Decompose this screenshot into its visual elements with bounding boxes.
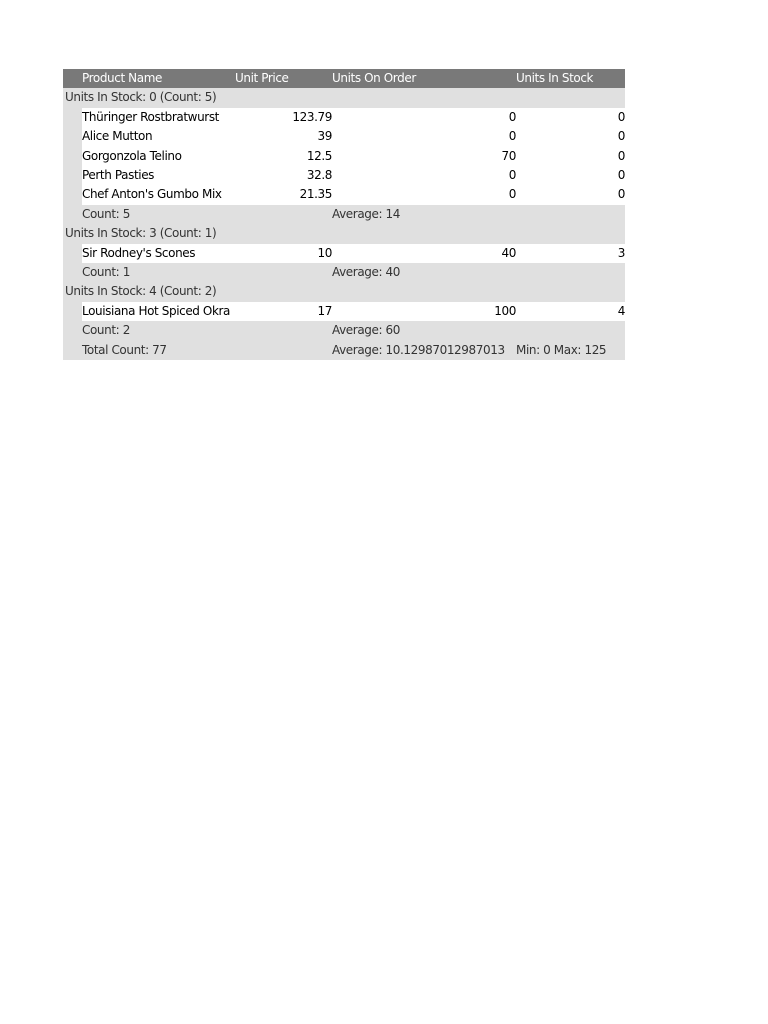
group-count-label: Count: 1 xyxy=(82,263,332,282)
product-name-cell: Thüringer Rostbratwurst xyxy=(82,108,235,127)
unit-price-cell: 17 xyxy=(235,302,332,321)
units-in-stock-cell: 0 xyxy=(516,127,625,146)
total-min-max-label: Min: 0 Max: 125 xyxy=(516,341,625,360)
group-footer-row xyxy=(63,205,625,224)
table-row xyxy=(63,147,625,166)
units-on-order-cell: 70 xyxy=(332,147,516,166)
column-header-units-in-stock: Units In Stock xyxy=(516,69,625,88)
unit-price-cell: 10 xyxy=(235,244,332,263)
table-row xyxy=(63,108,625,127)
column-header-unit-price: Unit Price xyxy=(235,69,332,88)
row-indent-cell xyxy=(63,108,82,127)
product-name-cell: Gorgonzola Telino xyxy=(82,147,235,166)
footer-indent-cell xyxy=(63,205,82,224)
units-on-order-cell: 0 xyxy=(332,166,516,185)
units-on-order-cell: 0 xyxy=(332,108,516,127)
units-in-stock-cell: 0 xyxy=(516,185,625,204)
group-count-label: Count: 5 xyxy=(82,205,332,224)
group-footer-row xyxy=(63,321,625,340)
product-name-cell: Louisiana Hot Spiced Okra xyxy=(82,302,235,321)
unit-price-cell: 12.5 xyxy=(235,147,332,166)
row-indent-cell xyxy=(63,302,82,321)
unit-price-cell: 39 xyxy=(235,127,332,146)
group-average-label: Average: 40 xyxy=(332,263,625,282)
units-in-stock-cell: 0 xyxy=(516,108,625,127)
units-on-order-cell: 40 xyxy=(332,244,516,263)
group-header-row xyxy=(63,282,625,301)
table-row xyxy=(63,166,625,185)
products-report-table xyxy=(63,69,625,360)
unit-price-cell: 21.35 xyxy=(235,185,332,204)
footer-indent-cell xyxy=(63,321,82,340)
table-row xyxy=(63,244,625,263)
header-indent-cell xyxy=(63,69,82,88)
column-header-units-on-order: Units On Order xyxy=(332,69,516,88)
table-row xyxy=(63,302,625,321)
group-footer-row xyxy=(63,263,625,282)
group-header-label: Units In Stock: 0 (Count: 5) xyxy=(63,88,625,107)
group-average-label: Average: 14 xyxy=(332,205,625,224)
row-indent-cell xyxy=(63,244,82,263)
units-in-stock-cell: 4 xyxy=(516,302,625,321)
table-row xyxy=(63,185,625,204)
units-on-order-cell: 0 xyxy=(332,185,516,204)
row-indent-cell xyxy=(63,166,82,185)
table-row xyxy=(63,127,625,146)
footer-indent-cell xyxy=(63,263,82,282)
units-in-stock-cell: 0 xyxy=(516,147,625,166)
total-average-label: Average: 10.12987012987013 xyxy=(332,341,516,360)
product-name-cell: Sir Rodney's Scones xyxy=(82,244,235,263)
unit-price-cell: 32.8 xyxy=(235,166,332,185)
group-header-row xyxy=(63,88,625,107)
units-on-order-cell: 100 xyxy=(332,302,516,321)
row-indent-cell xyxy=(63,127,82,146)
report-total-row xyxy=(63,341,625,360)
row-indent-cell xyxy=(63,147,82,166)
group-header-label: Units In Stock: 4 (Count: 2) xyxy=(63,282,625,301)
report-header-row xyxy=(63,69,625,88)
units-on-order-cell: 0 xyxy=(332,127,516,146)
unit-price-cell: 123.79 xyxy=(235,108,332,127)
units-in-stock-cell: 0 xyxy=(516,166,625,185)
group-header-label: Units In Stock: 3 (Count: 1) xyxy=(63,224,625,243)
product-name-cell: Chef Anton's Gumbo Mix xyxy=(82,185,235,204)
group-count-label: Count: 2 xyxy=(82,321,332,340)
group-average-label: Average: 60 xyxy=(332,321,625,340)
group-header-row xyxy=(63,224,625,243)
column-header-product-name: Product Name xyxy=(82,69,235,88)
total-count-label: Total Count: 77 xyxy=(82,341,332,360)
units-in-stock-cell: 3 xyxy=(516,244,625,263)
product-name-cell: Alice Mutton xyxy=(82,127,235,146)
product-name-cell: Perth Pasties xyxy=(82,166,235,185)
row-indent-cell xyxy=(63,185,82,204)
total-indent-cell xyxy=(63,341,82,360)
